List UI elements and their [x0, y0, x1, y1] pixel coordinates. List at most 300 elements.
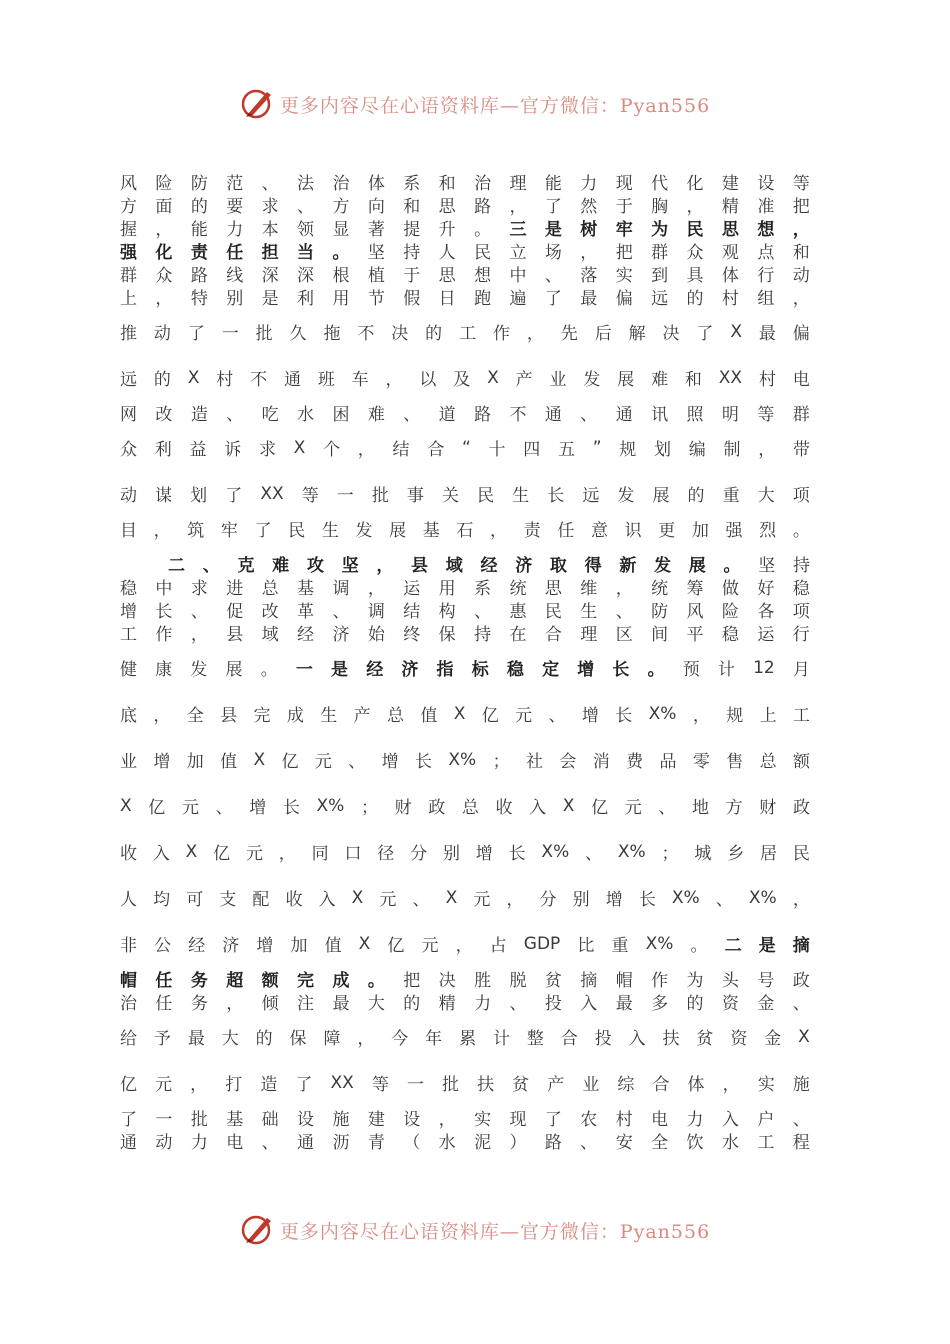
glyph: 现: [509, 1110, 527, 1130]
glyph: 值: [420, 706, 438, 726]
text-line: [120, 1129, 810, 1152]
text-line: [120, 702, 810, 725]
glyph: 安: [615, 1133, 633, 1153]
glyph: 增: [120, 602, 137, 622]
glyph: 发: [654, 556, 672, 576]
glyph: 沥: [332, 1133, 350, 1153]
glyph: 可: [186, 890, 204, 910]
glyph: 12: [753, 657, 775, 678]
glyph: 利: [297, 289, 315, 309]
glyph: 全: [186, 706, 204, 726]
glyph: 亿: [281, 752, 299, 772]
glyph: 亿: [481, 706, 499, 726]
glyph: 亿: [213, 844, 231, 864]
glyph: 打: [225, 1075, 243, 1095]
glyph: 结: [403, 602, 421, 622]
glyph: 关: [442, 486, 459, 506]
glyph: 均: [153, 890, 171, 910]
glyph: 消: [592, 752, 610, 772]
glyph: 入: [580, 994, 598, 1014]
glyph: X%: [748, 887, 777, 908]
glyph: 一: [295, 660, 313, 680]
glyph: 额: [261, 971, 279, 991]
glyph: 意: [590, 521, 608, 541]
glyph: 同: [311, 844, 329, 864]
glyph: 分: [539, 890, 557, 910]
glyph: ，: [490, 521, 508, 541]
glyph: 项: [792, 602, 810, 622]
glyph: 标: [471, 660, 489, 680]
glyph: 成: [332, 971, 350, 991]
glyph: 群: [120, 266, 137, 286]
glyph: 入: [721, 1110, 739, 1130]
glyph: 资: [721, 994, 739, 1014]
glyph: 不: [250, 370, 268, 390]
glyph: 县: [226, 625, 244, 645]
glyph: ，: [357, 1029, 375, 1049]
glyph: 进: [226, 579, 244, 599]
glyph: 思: [544, 579, 562, 599]
glyph: 动: [120, 486, 137, 506]
glyph: 程: [792, 1133, 810, 1153]
glyph: 要: [226, 197, 244, 217]
glyph: 十: [488, 440, 506, 460]
glyph: 险: [155, 174, 173, 194]
glyph: 、: [226, 405, 244, 425]
glyph: 得: [584, 556, 602, 576]
glyph: 成: [286, 706, 304, 726]
glyph: 发: [583, 370, 601, 390]
glyph: 域: [445, 556, 463, 576]
glyph: 计: [492, 1029, 510, 1049]
glyph: 持: [474, 625, 492, 645]
glyph: X%: [671, 887, 700, 908]
glyph: 一: [155, 1110, 173, 1130]
glyph: 思: [438, 197, 456, 217]
glyph: 、: [548, 706, 566, 726]
text-line: [120, 517, 810, 540]
glyph: 假: [403, 289, 421, 309]
glyph: 生: [580, 602, 598, 622]
glyph: 元: [155, 1075, 173, 1095]
glyph: 利: [154, 440, 172, 460]
glyph: 人: [438, 243, 456, 263]
glyph: 民: [792, 844, 810, 864]
glyph: 加: [691, 521, 709, 541]
glyph: 给: [120, 1029, 137, 1049]
glyph: 强: [120, 243, 137, 263]
glyph: 实: [615, 266, 633, 286]
glyph: 点: [757, 243, 775, 263]
glyph: 深: [261, 266, 279, 286]
glyph: 防: [651, 602, 669, 622]
glyph: 遍: [509, 289, 527, 309]
glyph: 金: [757, 994, 775, 1014]
glyph: 照: [686, 405, 704, 425]
glyph: 行: [792, 625, 810, 645]
text-line: [120, 239, 810, 262]
glyph: 村: [721, 289, 739, 309]
glyph: 难: [367, 405, 385, 425]
glyph: 经: [480, 556, 498, 576]
glyph: 的: [255, 1029, 273, 1049]
glyph: 保: [289, 1029, 307, 1049]
glyph: ；: [360, 798, 378, 818]
glyph: 困: [332, 405, 350, 425]
glyph: XX: [260, 483, 284, 504]
glyph: 大: [757, 486, 775, 506]
glyph: 求: [258, 440, 276, 460]
glyph: 定: [542, 660, 560, 680]
glyph: 众: [686, 243, 704, 263]
glyph: 二: [724, 936, 742, 956]
glyph: 、: [215, 798, 233, 818]
glyph: 稳: [506, 660, 524, 680]
glyph: 中: [509, 266, 527, 286]
glyph: X: [487, 367, 499, 388]
glyph: 建: [721, 174, 739, 194]
glyph: 任: [155, 971, 173, 991]
glyph: X: [293, 437, 306, 458]
text-line: [120, 285, 810, 308]
glyph: 生: [320, 706, 338, 726]
glyph: 实: [757, 1075, 775, 1095]
glyph: “: [462, 437, 471, 458]
glyph: 理: [509, 174, 527, 194]
glyph: 植: [367, 266, 385, 286]
glyph: 于: [403, 266, 421, 286]
glyph: 的: [153, 370, 171, 390]
glyph: 社: [525, 752, 543, 772]
glyph: 范: [226, 174, 244, 194]
glyph: 久: [289, 324, 307, 344]
glyph: ，: [509, 197, 527, 217]
glyph: ，: [792, 890, 810, 910]
glyph: 设: [297, 1110, 315, 1130]
glyph: 推: [120, 324, 137, 344]
glyph: 到: [651, 266, 669, 286]
glyph: 、: [297, 197, 315, 217]
glyph: 胜: [474, 971, 492, 991]
glyph: 治: [120, 994, 137, 1014]
glyph: 水: [438, 1133, 456, 1153]
glyph: ，: [155, 289, 173, 309]
glyph: 群: [651, 243, 669, 263]
glyph: 人: [120, 890, 137, 910]
glyph: 系: [474, 579, 492, 599]
text-line: [120, 886, 810, 909]
glyph: 批: [190, 1110, 208, 1130]
glyph: 偏: [792, 324, 810, 344]
glyph: 想: [474, 266, 492, 286]
glyph: 村: [615, 1110, 633, 1130]
glyph: 合: [652, 1075, 670, 1095]
glyph: ；: [661, 844, 679, 864]
glyph: 域: [261, 625, 279, 645]
glyph: 财: [394, 798, 412, 818]
glyph: 展: [617, 370, 635, 390]
glyph: 扶: [477, 1075, 495, 1095]
document-body: [120, 170, 810, 1152]
glyph: 、: [658, 798, 676, 818]
glyph: 展: [652, 486, 670, 506]
glyph: 重: [611, 936, 629, 956]
glyph: 防: [190, 174, 208, 194]
glyph: 把: [403, 971, 421, 991]
glyph: 别: [572, 890, 590, 910]
glyph: ，: [792, 220, 810, 240]
glyph: 面: [155, 197, 173, 217]
glyph: 造: [260, 1075, 278, 1095]
glyph: 品: [659, 752, 677, 772]
glyph: 收: [120, 844, 137, 864]
glyph: 担: [261, 243, 279, 263]
text-line: [120, 932, 810, 955]
glyph: 了: [225, 486, 243, 506]
text-line: [120, 262, 810, 285]
glyph: 头: [721, 971, 739, 991]
glyph: 政: [792, 798, 810, 818]
glyph: 是: [544, 220, 562, 240]
glyph: 了: [544, 1110, 562, 1130]
glyph: 治: [474, 174, 492, 194]
glyph: 值: [220, 752, 238, 772]
glyph: 。: [690, 936, 708, 956]
glyph: 、: [332, 602, 350, 622]
glyph: 投: [544, 994, 562, 1014]
glyph: 生: [321, 521, 339, 541]
glyph: 、: [261, 1133, 279, 1153]
glyph: 精: [438, 994, 456, 1014]
glyph: 地: [692, 798, 710, 818]
glyph: 会: [559, 752, 577, 772]
text-line: [120, 482, 810, 505]
glyph: 年: [425, 1029, 443, 1049]
glyph: 产: [353, 706, 371, 726]
glyph: ，: [278, 844, 296, 864]
glyph: 班: [317, 370, 335, 390]
glyph: 完: [297, 971, 315, 991]
glyph: 经: [366, 660, 384, 680]
glyph: 长: [638, 890, 656, 910]
glyph: 、: [348, 752, 366, 772]
glyph: 了: [120, 1110, 137, 1130]
glyph: 组: [757, 289, 775, 309]
glyph: 济: [401, 660, 419, 680]
glyph: 烈: [759, 521, 777, 541]
glyph: 力: [226, 220, 244, 240]
glyph: 个: [323, 440, 341, 460]
glyph: 非: [120, 936, 137, 956]
glyph: X%: [316, 795, 345, 816]
glyph: 最: [580, 289, 598, 309]
glyph: 贫: [544, 971, 562, 991]
glyph: 、: [403, 405, 421, 425]
glyph: 、: [615, 602, 633, 622]
footer-text: 更多内容尽在心语资料库—官方微信：Pyan556: [279, 1220, 711, 1243]
glyph: 、: [474, 602, 492, 622]
glyph: 帽: [120, 971, 137, 991]
glyph: 配: [252, 890, 270, 910]
glyph: 划: [190, 486, 208, 506]
glyph: ，: [153, 521, 171, 541]
glyph: 业: [549, 370, 567, 390]
glyph: X: [730, 321, 742, 342]
glyph: 批: [371, 486, 389, 506]
glyph: 整: [526, 1029, 544, 1049]
glyph: 力: [686, 1110, 704, 1130]
glyph: 全: [651, 1133, 669, 1153]
text-line: [120, 840, 810, 863]
glyph: 众: [155, 266, 173, 286]
text-line: [120, 1025, 810, 1048]
glyph: 立: [509, 243, 527, 263]
glyph: 事: [406, 486, 424, 506]
glyph: 益: [189, 440, 207, 460]
text-line: [120, 748, 810, 771]
glyph: 基: [422, 521, 440, 541]
glyph: 划: [654, 440, 672, 460]
text-line: [120, 170, 810, 193]
glyph: 不: [357, 324, 375, 344]
glyph: 水: [721, 1133, 739, 1153]
glyph: ，: [190, 625, 208, 645]
glyph: 取: [549, 556, 567, 576]
glyph: 累: [459, 1029, 477, 1049]
glyph: 群: [792, 405, 810, 425]
glyph: 二: [168, 556, 185, 576]
glyph: 发: [617, 486, 635, 506]
glyph: 是: [331, 660, 349, 680]
glyph: 长: [155, 602, 173, 622]
glyph: 强: [725, 521, 743, 541]
glyph: 增: [577, 660, 595, 680]
glyph: 障: [323, 1029, 341, 1049]
glyph: 作: [492, 324, 510, 344]
glyph: ，: [367, 579, 385, 599]
glyph: 五: [558, 440, 576, 460]
glyph: 代: [651, 174, 669, 194]
glyph: 方: [332, 197, 350, 217]
glyph: ，: [692, 706, 710, 726]
glyph: ，: [580, 243, 598, 263]
glyph: 远: [120, 370, 137, 390]
glyph: 饮: [686, 1133, 704, 1153]
glyph: 是: [758, 936, 776, 956]
glyph: 入: [318, 890, 336, 910]
glyph: 通: [615, 405, 633, 425]
glyph: 新: [619, 556, 637, 576]
glyph: 坚: [367, 243, 385, 263]
glyph: 显: [332, 220, 350, 240]
glyph: 克: [237, 556, 255, 576]
glyph: 升: [438, 220, 456, 240]
glyph: 计: [717, 660, 735, 680]
glyph: X%: [541, 841, 570, 862]
glyph: 元: [314, 752, 332, 772]
glyph: 牢: [615, 220, 633, 240]
glyph: 理: [580, 625, 598, 645]
glyph: X%: [645, 933, 674, 954]
glyph: 增: [381, 752, 399, 772]
glyph: 结: [392, 440, 410, 460]
glyph: 稳: [721, 625, 739, 645]
glyph: 倾: [261, 994, 279, 1014]
glyph: 稳: [120, 579, 137, 599]
text-line: [120, 436, 810, 459]
glyph: 石: [456, 521, 474, 541]
glyph: 中: [155, 579, 173, 599]
glyph: 发: [355, 521, 373, 541]
glyph: 风: [120, 174, 137, 194]
glyph: 和: [438, 174, 456, 194]
glyph: 济: [222, 936, 240, 956]
text-line: [120, 1106, 810, 1129]
glyph: 任: [557, 521, 575, 541]
glyph: 发: [190, 660, 208, 680]
glyph: XX: [330, 1072, 354, 1093]
glyph: 增: [581, 706, 599, 726]
glyph: 分: [410, 844, 428, 864]
glyph: 、: [580, 405, 598, 425]
glyph: 金: [764, 1029, 782, 1049]
glyph: 电: [226, 1133, 244, 1153]
glyph: 户: [757, 1110, 775, 1130]
glyph: 方: [725, 798, 743, 818]
glyph: 带: [792, 440, 810, 460]
glyph: 大: [367, 994, 385, 1014]
glyph: 制: [723, 440, 741, 460]
glyph: 展: [688, 556, 706, 576]
glyph: 。: [332, 243, 350, 263]
glyph: 终: [403, 625, 421, 645]
glyph: 治: [332, 174, 350, 194]
glyph: 别: [226, 289, 244, 309]
header-text: 更多内容尽在心语资料库—官方微信：Pyan556: [279, 94, 711, 117]
glyph: 日: [438, 289, 456, 309]
glyph: 了: [544, 197, 562, 217]
glyph: 风: [686, 602, 704, 622]
glyph: 拖: [323, 324, 341, 344]
glyph: 基: [297, 579, 315, 599]
glyph: 目: [120, 521, 137, 541]
glyph: 了: [544, 289, 562, 309]
glyph: ，: [455, 936, 473, 956]
glyph: 把: [792, 197, 810, 217]
glyph: 场: [544, 243, 562, 263]
glyph: 长: [615, 706, 633, 726]
glyph: 平: [686, 625, 704, 645]
glyph: 化: [686, 174, 704, 194]
glyph: 一: [221, 324, 239, 344]
glyph: 攻: [306, 556, 324, 576]
glyph: 工: [459, 324, 477, 344]
glyph: 长: [612, 660, 630, 680]
glyph: 行: [757, 266, 775, 286]
glyph: 领: [297, 220, 315, 240]
glyph: 在: [509, 625, 527, 645]
glyph: 的: [190, 197, 208, 217]
glyph: 产: [547, 1075, 565, 1095]
glyph: 力: [580, 174, 598, 194]
glyph: ）: [509, 1133, 527, 1153]
glyph: 然: [580, 197, 598, 217]
glyph: 增: [256, 936, 274, 956]
glyph: 和: [403, 197, 421, 217]
glyph: 综: [617, 1075, 635, 1095]
glyph: 村: [216, 370, 234, 390]
glyph: 居: [760, 844, 778, 864]
